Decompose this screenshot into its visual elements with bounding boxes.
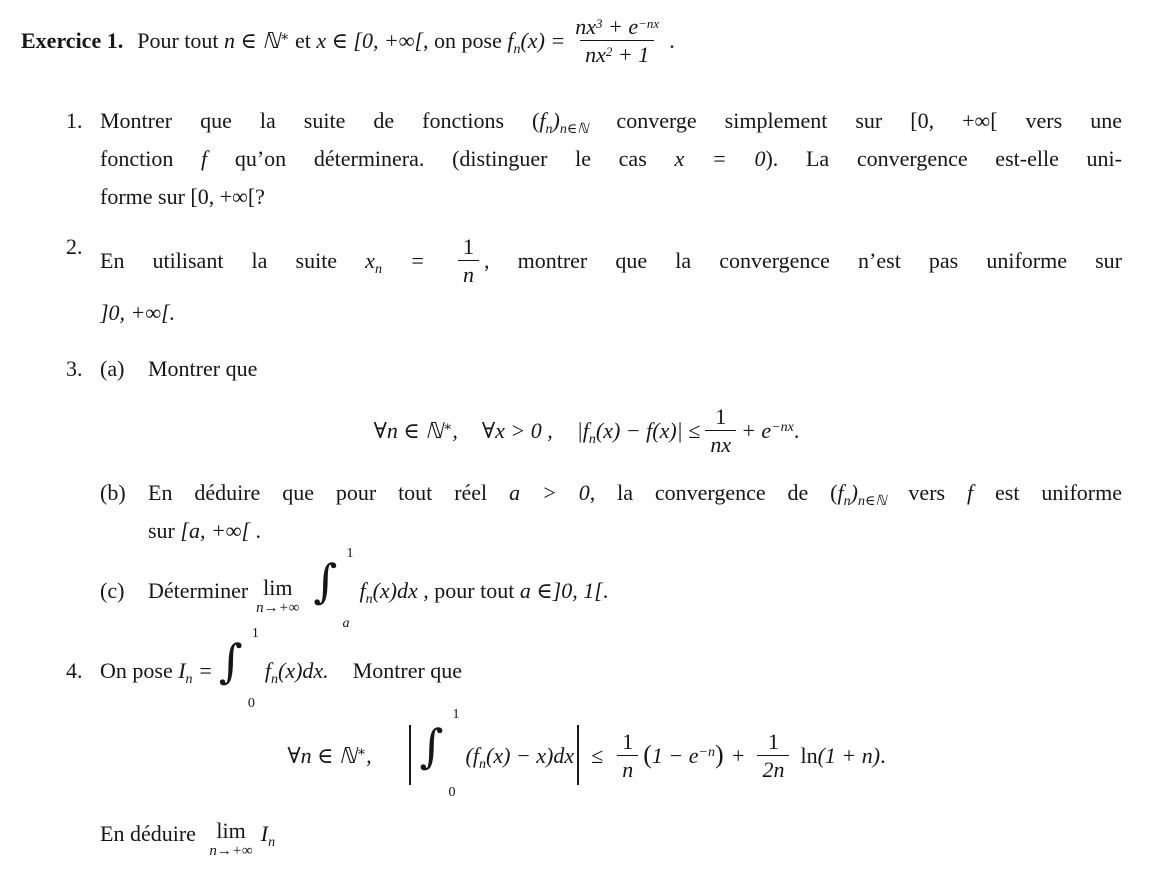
math-run: =	[192, 658, 213, 683]
fraction-numerator	[710, 403, 731, 430]
math-run: f	[507, 28, 514, 53]
text-run: Pour tout	[137, 28, 225, 53]
math-run: a ∈]0, 1[	[519, 578, 603, 603]
subscript-sequence: n∈ℕ	[857, 494, 887, 509]
item1-line2	[100, 140, 1122, 178]
subitem-label-b: (b)	[100, 480, 126, 505]
math-run: n ∈ ℕ	[224, 28, 280, 53]
limit-word: lim	[216, 817, 246, 843]
superscript-3: 3	[596, 16, 603, 32]
text-run: qu’on déterminera. (distinguer le cas	[207, 146, 675, 171]
text-run: On pose	[100, 658, 179, 683]
math-run: |f	[576, 418, 589, 443]
item-4	[66, 625, 1122, 711]
text-run: Déterminer	[148, 578, 249, 603]
text-run: En utilisant la suite	[100, 248, 366, 273]
math-run: n	[463, 262, 474, 288]
math-run: n	[622, 757, 634, 783]
integral	[419, 706, 460, 800]
fraction-denominator	[705, 430, 736, 458]
math-run: f	[966, 480, 974, 505]
math-run: x = 0	[674, 146, 766, 171]
fraction-fn-definition	[570, 13, 664, 68]
math-run: (x) =	[520, 28, 566, 53]
superscript-minus-nx: −nx	[638, 16, 660, 32]
integral-sign: ∫	[313, 553, 338, 608]
fraction-numerator	[763, 728, 784, 755]
abs-bar-right	[577, 725, 579, 785]
limit-subscript: n→+∞	[209, 842, 253, 859]
math-run: ,	[452, 418, 458, 443]
fraction-numerator	[458, 233, 479, 260]
math-run: x ∈ [0, +∞[	[316, 28, 424, 53]
integral-upper-bound: 1	[251, 625, 259, 641]
math-run: ∀n ∈ ℕ	[287, 743, 357, 768]
integral-sign: ∫	[218, 633, 243, 688]
subscript-n: n	[479, 757, 486, 772]
math-run: + 1	[612, 42, 650, 68]
conclusion-line	[100, 804, 1173, 864]
subitem-label-c: (c)	[100, 578, 125, 603]
math-run: )	[552, 108, 560, 133]
text-run: .	[669, 28, 675, 53]
fraction-denominator	[617, 755, 638, 783]
subitem-label-a: (a)	[100, 356, 125, 381]
subscript-n: n	[185, 672, 193, 687]
math-run: nx	[585, 42, 606, 68]
paren-close: )	[714, 740, 724, 769]
item-2	[66, 228, 1122, 332]
text-run: , pour tout	[417, 578, 520, 603]
item-1	[66, 102, 1122, 216]
paren-open: (	[643, 740, 652, 769]
fraction-one-over-n	[458, 233, 479, 288]
math-run: ∀n ∈ ℕ	[373, 418, 443, 443]
math-run: x	[365, 248, 375, 273]
math-run: + e	[741, 418, 772, 443]
text-run: est uniforme	[973, 480, 1122, 505]
item2-line2	[100, 294, 1122, 332]
math-run: ]0, +∞[.	[100, 300, 176, 325]
fraction-denominator	[757, 755, 789, 783]
text-run: .	[793, 418, 800, 443]
text-run: Montrer que	[352, 658, 463, 683]
equation-3a	[0, 392, 1173, 470]
subscript-n: n	[545, 122, 553, 137]
text-run: et	[289, 28, 317, 53]
text-run: Montrer que la suite de fonctions (	[100, 108, 540, 133]
math-run: I	[260, 821, 269, 846]
subscript-n: n	[513, 42, 521, 57]
exercise-header	[0, 0, 1173, 88]
exercise-label: Exercice 1.	[21, 28, 124, 53]
item-3c	[100, 545, 1122, 631]
text-run: Montrer que	[148, 356, 258, 381]
math-run: ,	[366, 743, 372, 768]
math-run: f	[539, 108, 546, 133]
limit-subscript: n→+∞	[256, 599, 300, 616]
text-run: .	[602, 578, 609, 603]
item-number: 2.	[66, 234, 83, 259]
superscript-star: ∗	[279, 30, 290, 45]
integral-upper-bound: 1	[346, 545, 354, 561]
item-number: 4.	[66, 658, 83, 683]
superscript-minus-n: −n	[698, 745, 715, 760]
math-run: + e	[602, 14, 639, 40]
math-run: nx	[710, 432, 732, 458]
math-run: +	[730, 743, 746, 768]
item-number: 1.	[66, 108, 83, 133]
integral-lower-bound: a	[342, 615, 350, 631]
item-3b	[100, 474, 1122, 550]
fraction-one-over-nx	[705, 403, 736, 458]
math-run: f	[359, 578, 366, 603]
math-run: a > 0	[509, 480, 590, 505]
item1-line3	[100, 178, 1122, 216]
text-run: , la convergence de (	[589, 480, 838, 505]
math-run: 1	[622, 729, 634, 755]
subscript-n: n	[268, 835, 276, 850]
math-run: f	[264, 658, 271, 683]
math-run: )	[850, 480, 858, 505]
limit	[209, 819, 252, 859]
text-run: ). La convergence est-elle uni-	[765, 146, 1122, 171]
math-run: 1	[767, 729, 779, 755]
math-run: [a, +∞[	[180, 518, 251, 543]
math-run: (x)dx	[372, 578, 418, 603]
item3b-line1	[148, 474, 1122, 512]
integral-sign: ∫	[419, 718, 444, 773]
integral	[218, 625, 259, 711]
math-run: ∀x > 0 ,	[481, 418, 553, 443]
math-run: =	[381, 248, 453, 273]
text-run: En déduire	[100, 821, 202, 846]
integral-lower-bound: 0	[448, 784, 456, 800]
item1-line1	[100, 102, 1122, 140]
math-run: (x) − x)dx	[486, 743, 575, 768]
subscript-n: n	[271, 672, 278, 687]
limit	[256, 576, 299, 616]
math-run: 1	[463, 234, 474, 260]
fraction-numerator	[617, 728, 638, 755]
math-run: f	[837, 480, 844, 505]
text-run: sur	[148, 518, 181, 543]
fraction-one-over-n	[617, 728, 638, 783]
math-run: ≤	[591, 743, 604, 768]
fraction-denominator	[580, 40, 654, 68]
subscript-n: n	[588, 432, 596, 447]
item3b-line2	[148, 512, 1122, 550]
math-run: (f	[465, 743, 479, 768]
integral-upper-bound: 1	[452, 706, 460, 722]
fraction-numerator	[570, 13, 664, 40]
fraction-one-over-2n	[757, 728, 789, 783]
subscript-n: n	[843, 494, 851, 509]
subscript-sequence: n∈ℕ	[559, 122, 589, 137]
text-run: vers	[886, 480, 967, 505]
math-run: (x)dx.	[278, 658, 329, 683]
integral-lower-bound: 0	[247, 695, 255, 711]
text-run: converge simplement sur [0, +∞[ vers une	[588, 108, 1122, 133]
math-run: (x) − f(x)| ≤	[595, 418, 701, 443]
limit-word: lim	[263, 574, 293, 600]
subscript-n: n	[365, 592, 373, 607]
equation-4	[0, 706, 1173, 800]
text-run: En déduire que pour tout réel	[148, 480, 510, 505]
text-run: fonction	[100, 146, 202, 171]
math-run: 1 − e	[651, 743, 699, 768]
subscript-n: n	[374, 262, 382, 277]
abs-bar-left	[409, 725, 411, 785]
superscript-minus-nx: −nx	[771, 420, 794, 435]
item-3a	[66, 350, 1122, 388]
item-number: 3.	[66, 356, 83, 381]
text-run: forme sur [0, +∞[?	[100, 184, 265, 209]
math-run: (1 + n)	[817, 743, 881, 768]
text-run: .	[880, 743, 886, 768]
item2-line1	[100, 228, 1122, 294]
text-run: .	[250, 518, 262, 543]
text-run: , on pose	[423, 28, 508, 53]
math-run: I	[178, 658, 186, 683]
math-run: nx	[575, 14, 597, 40]
math-run: 2n	[762, 757, 785, 783]
superscript-2: 2	[605, 44, 613, 60]
math-run: 1	[715, 404, 727, 430]
superscript-star: ∗	[442, 420, 453, 435]
integral	[313, 545, 354, 631]
ln-operator: ln	[800, 743, 818, 768]
fraction-denominator	[458, 260, 479, 288]
superscript-star: ∗	[356, 745, 367, 760]
math-run: f	[201, 146, 208, 171]
text-run: , montrer que la convergence n’est pas uniforme sur	[484, 248, 1122, 273]
